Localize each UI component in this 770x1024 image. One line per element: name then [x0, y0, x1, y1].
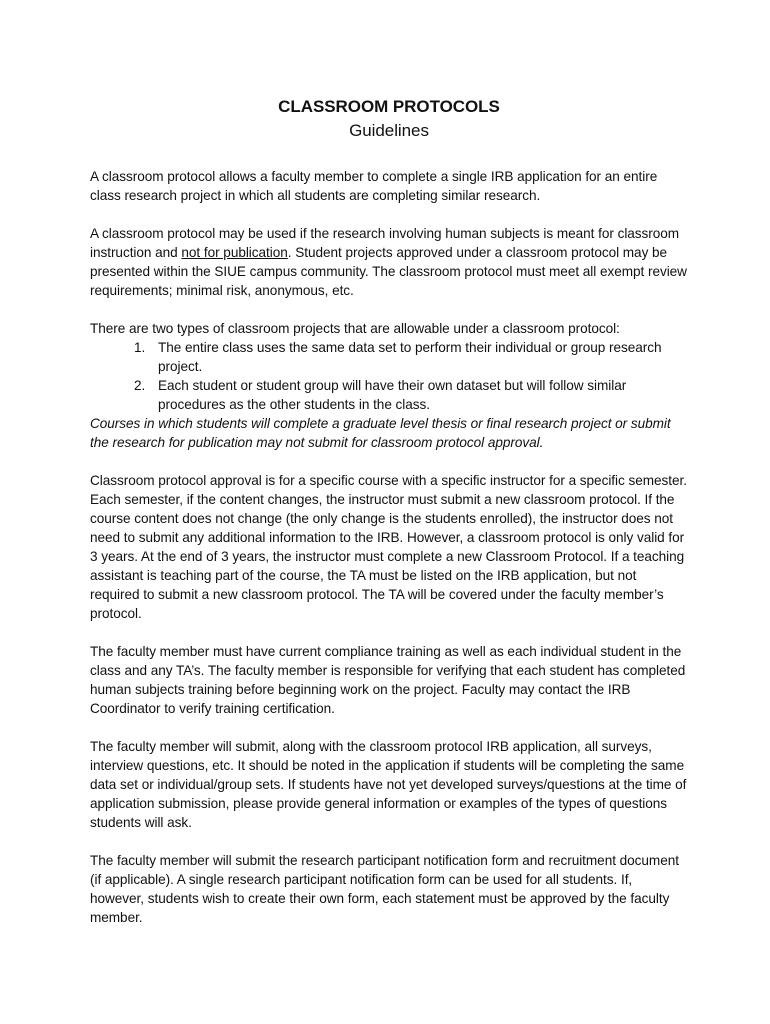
paragraph-approval: Classroom protocol approval is for a specific course with a specific instructor for a specific semester. Each semester, if the content changes, the instructor must submit a new classroom protocol. If the course content does not change (the only change is the students enrolled), the instructor does not need to submit any additional information to the IRB. However, a classroom protocol is only valid for 3 years. At the end of 3 years, the instructor must complete a new Classroom Protocol. If a teaching assistant is teaching part of the course, the TA must be listed on the IRB application, but not required to submit a new classroom protocol. The TA will be covered under the faculty member’s protocol. — [90, 473, 687, 621]
paragraph-notification: The faculty member will submit the research participant notification form and recruitment document (if applicable). A single research participant notification form can be used for all students. If, however, students wish to create their own form, each statement must be approved by the faculty member. — [90, 853, 679, 925]
document-title: CLASSROOM PROTOCOLS — [278, 97, 500, 116]
paragraph-intro: A classroom protocol allows a faculty member to complete a single IRB application for an entire class research project in which all students are completing similar research. — [90, 169, 658, 203]
paragraph-usage — [90, 224, 688, 300]
types-list — [90, 338, 688, 414]
types-intro: There are two types of classroom projects that are allowable under a classroom protocol: — [90, 321, 620, 336]
document-body — [90, 96, 688, 927]
not-for-publication-text: not for publication — [181, 245, 288, 260]
paragraph-submission: The faculty member will submit, along with the classroom protocol IRB application, all surveys, interview questions, etc. It should be noted in the application if students will be completing the same data set or individual/group sets. If students have not yet developed surveys/questions at the time of application submission, please provide general information or examples of the types of questions students will ask. — [90, 739, 687, 830]
list-item-number: 2. — [134, 378, 146, 393]
paragraph-usage-before: A classroom protocol may be used if the research involving human subjects is meant for classroom instruction and — [90, 226, 680, 260]
list-item — [134, 338, 688, 376]
paragraph-training: The faculty member must have current compliance training as well as each individual student in the class and any TA’s. The faculty member is responsible for verifying that each student has completed human subjects training before beginning work on the project. Faculty may contact the IRB Coordinator to verify training certification. — [90, 644, 686, 716]
list-item-number: 1. — [134, 340, 146, 355]
document-subtitle: Guidelines — [349, 121, 429, 140]
paragraph-usage-after: . Student projects approved under a classroom protocol may be presented within the SIUE campus community. The classroom protocol must meet all exempt review requirements; minimal risk, anonymous, etc. — [90, 245, 687, 298]
list-item-text: The entire class uses the same data set to perform their individual or group research project. — [158, 340, 662, 374]
italic-note: Courses in which students will complete a graduate level thesis or final research project or submit the research for publication may not submit for classroom protocol approval. — [90, 416, 671, 450]
list-item-text: Each student or student group will have their own dataset but will follow similar procedures as the other students in the class. — [158, 378, 627, 412]
list-item — [134, 376, 688, 414]
